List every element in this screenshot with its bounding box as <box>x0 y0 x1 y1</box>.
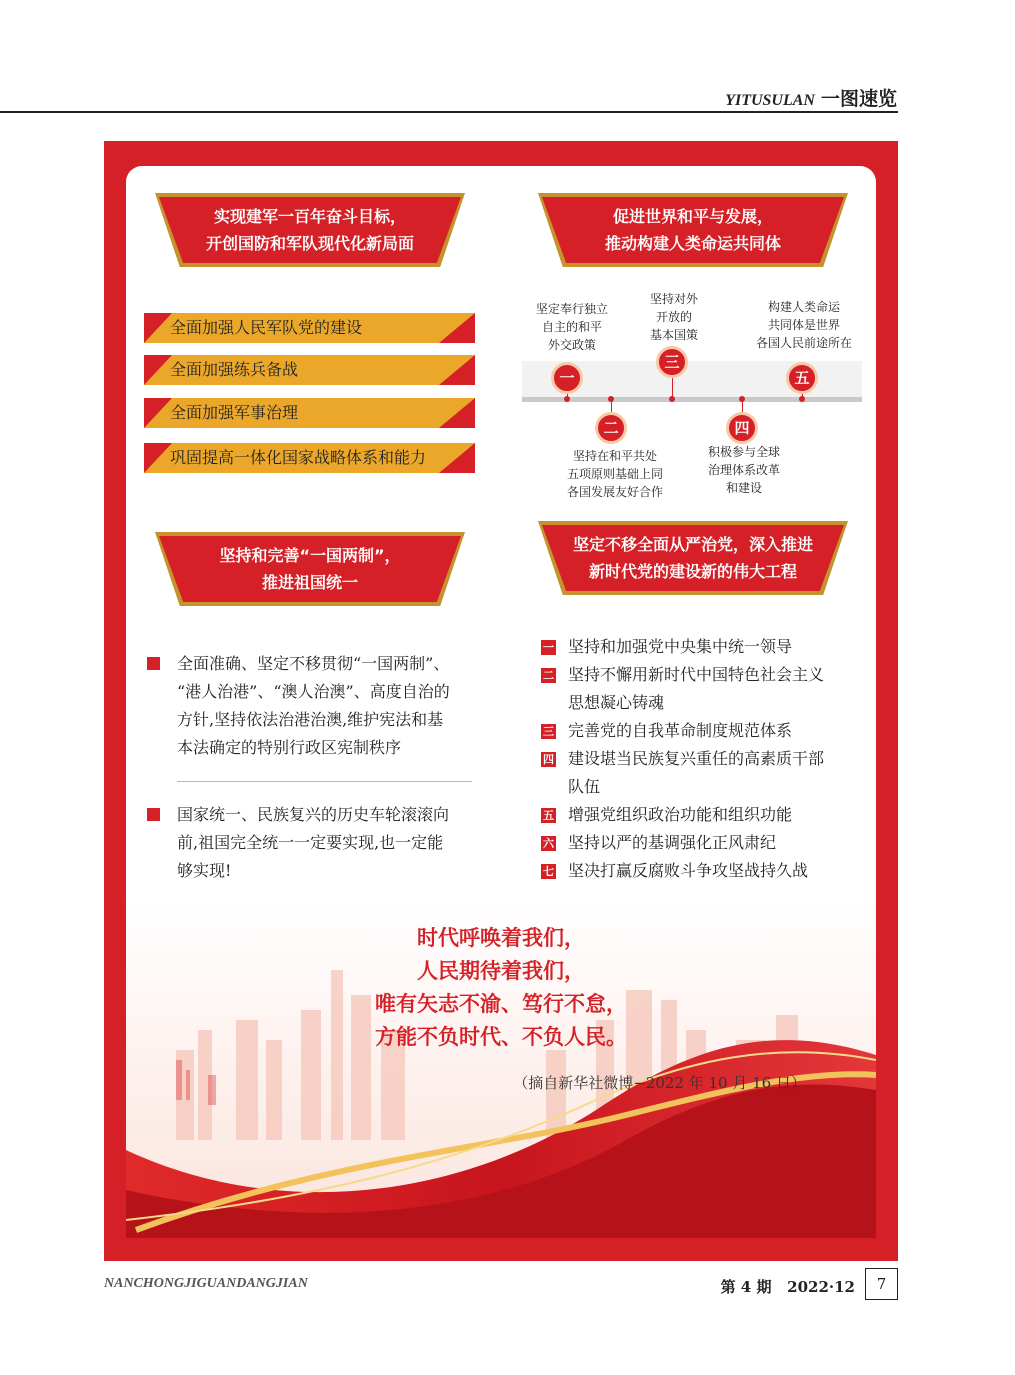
timeline-text-1-l2: 自主的和平 <box>541 320 602 334</box>
banner-one-country-line2: 推进祖国统一 <box>261 573 358 592</box>
paragraph-1-line1: 全面准确、坚定不移贯彻“一国两制”、 <box>177 654 450 673</box>
military-item-2 <box>144 355 475 385</box>
military-item-2-text: 全面加强练兵备战 <box>170 360 299 379</box>
military-item-1 <box>144 313 475 343</box>
military-item-3-text: 全面加强军事治理 <box>170 403 299 422</box>
paragraph-2-line3: 够实现! <box>177 861 232 880</box>
banner-world-peace-line1: 促进世界和平与发展， <box>612 207 773 226</box>
party-item-2-text-l2: 思想凝心铸魂 <box>568 693 665 712</box>
timeline-text-3 <box>632 290 716 344</box>
banner-world-peace <box>538 193 848 267</box>
party-item-7 <box>541 857 868 885</box>
timeline-node-4: 四 <box>726 412 758 444</box>
party-item-7-text: 坚决打赢反腐败斗争攻坚战持久战 <box>568 861 809 880</box>
party-item-7-badge: 七 <box>543 865 554 878</box>
page-number: 7 <box>865 1268 898 1300</box>
military-item-3 <box>144 398 475 428</box>
timeline-text-2-l1: 坚持在和平共处 <box>572 449 657 463</box>
banner-one-country <box>155 532 465 606</box>
banner-party-building <box>538 521 848 595</box>
header-brand <box>725 84 897 111</box>
brand-cn: 一图速览 <box>820 88 897 110</box>
party-item-5 <box>541 801 868 829</box>
timeline-dot-1 <box>564 396 570 402</box>
timeline-text-1-l1: 坚定奉行独立 <box>535 302 608 316</box>
military-item-1-text: 全面加强人民军队党的建设 <box>170 318 363 337</box>
timeline-text-3-l3: 基本国策 <box>649 328 698 342</box>
banner-party-building-line2: 新时代党的建设新的伟大工程 <box>588 562 797 581</box>
banner-party-building-line1: 坚定不移全面从严治党，深入推进 <box>572 535 813 554</box>
timeline-node-3: 三 <box>656 346 688 378</box>
timeline-node-2: 二 <box>595 412 627 444</box>
party-item-6-badge: 六 <box>543 837 554 850</box>
timeline-dot-2 <box>608 396 614 402</box>
timeline-text-5 <box>745 298 863 352</box>
banner-one-country-line1: 坚持和完善“一国两制”， <box>219 546 401 565</box>
footer-issue: 第 4 期 <box>720 1278 772 1296</box>
timeline-text-3-l1: 坚持对外 <box>649 292 698 306</box>
paragraph-divider <box>177 781 472 782</box>
party-item-5-badge: 五 <box>543 809 554 822</box>
paragraph-2-line2: 前,祖国完全统一一定要实现,也一定能 <box>177 833 444 852</box>
timeline-text-4-l1: 积极参与全球 <box>707 445 780 459</box>
slogan-line3: 唯有矢志不渝、笃行不怠， <box>375 992 627 1016</box>
timeline-line <box>522 397 862 402</box>
footer-date: 2022·12 <box>787 1278 855 1296</box>
military-item-4 <box>144 443 475 473</box>
timeline-text-5-l2: 共同体是世界 <box>767 318 840 332</box>
timeline-text-4-l3: 和建设 <box>725 481 762 495</box>
party-item-6 <box>541 829 868 857</box>
timeline-text-5-l1: 构建人类命运 <box>767 300 840 314</box>
timeline-stem-3 <box>672 378 673 398</box>
header-rule <box>0 111 898 113</box>
slogan-line4: 方能不负时代、不负人民。 <box>375 1025 627 1049</box>
slogan-line1: 时代呼唤着我们， <box>417 926 585 950</box>
ribbon-cityscape <box>126 900 876 1238</box>
party-item-3 <box>541 717 868 745</box>
paragraph-2-line1: 国家统一、民族复兴的历史车轮滚滚向 <box>177 805 450 824</box>
timeline-dot-5 <box>799 396 805 402</box>
timeline-text-3-l2: 开放的 <box>655 310 692 324</box>
slogan-line2: 人民期待着我们， <box>417 959 585 983</box>
paragraph-1-line2: “港人治港”、“澳人治澳”、高度自治的 <box>177 682 450 701</box>
paragraph-1-line4: 本法确定的特别行政区宪制秩序 <box>177 738 402 757</box>
timeline-text-2-l3: 各国发展友好合作 <box>566 485 663 499</box>
party-item-1 <box>541 633 868 661</box>
party-item-4-text-l1: 建设堪当民族复兴重任的高素质干部 <box>568 749 825 768</box>
timeline-node-5: 五 <box>786 362 818 394</box>
timeline-text-5-l3: 各国人民前途所在 <box>755 336 852 350</box>
bullet-square-2 <box>147 808 160 821</box>
footer-issue-date <box>721 1276 855 1297</box>
timeline-text-1 <box>522 300 622 354</box>
timeline-text-4 <box>690 443 798 497</box>
timeline-text-2 <box>550 447 680 501</box>
source-citation: （摘自新华社微博−2022 年 10 月 16 日） <box>513 1074 806 1092</box>
footer-journal-name: NANCHONGJIGUANDANGJIAN <box>104 1276 308 1291</box>
military-item-4-text: 巩固提高一体化国家战略体系和能力 <box>170 448 427 467</box>
party-item-6-text: 坚持以严的基调强化正风肃纪 <box>568 833 777 852</box>
timeline-node-1: 一 <box>551 362 583 394</box>
banner-military <box>155 193 465 267</box>
timeline-dot-4 <box>739 396 745 402</box>
paragraph-1-line3: 方针,坚持依法治港治澳,维护宪法和基 <box>177 710 444 729</box>
banner-military-line1: 实现建军一百年奋斗目标， <box>213 207 406 226</box>
party-item-1-badge: 一 <box>543 641 554 654</box>
paragraph-one-country <box>177 650 477 762</box>
party-item-3-text: 完善党的自我革命制度规范体系 <box>568 721 793 740</box>
timeline-dot-3 <box>669 396 675 402</box>
party-item-1-text: 坚持和加强党中央集中统一领导 <box>568 637 793 656</box>
party-item-2-text-l1: 坚持不懈用新时代中国特色社会主义 <box>568 665 825 684</box>
party-item-4-text-l2: 队伍 <box>568 777 601 796</box>
party-item-2 <box>541 661 868 717</box>
timeline-text-4-l2: 治理体系改革 <box>707 463 780 477</box>
party-item-2-badge: 二 <box>543 669 554 682</box>
party-item-4 <box>541 745 868 801</box>
paragraph-reunification <box>177 801 477 885</box>
banner-military-line2: 开创国防和军队现代化新局面 <box>205 234 414 253</box>
timeline-text-1-l3: 外交政策 <box>547 338 596 352</box>
party-item-5-text: 增强党组织政治功能和组织功能 <box>568 805 793 824</box>
bullet-square-1 <box>147 657 160 670</box>
slogan <box>126 922 876 1054</box>
party-item-4-badge: 四 <box>543 753 554 766</box>
brand-en: YITUSULAN <box>725 92 815 109</box>
party-item-3-badge: 三 <box>543 725 554 738</box>
banner-world-peace-line2: 推动构建人类命运共同体 <box>604 234 781 253</box>
timeline-text-2-l2: 五项原则基础上同 <box>566 467 663 481</box>
